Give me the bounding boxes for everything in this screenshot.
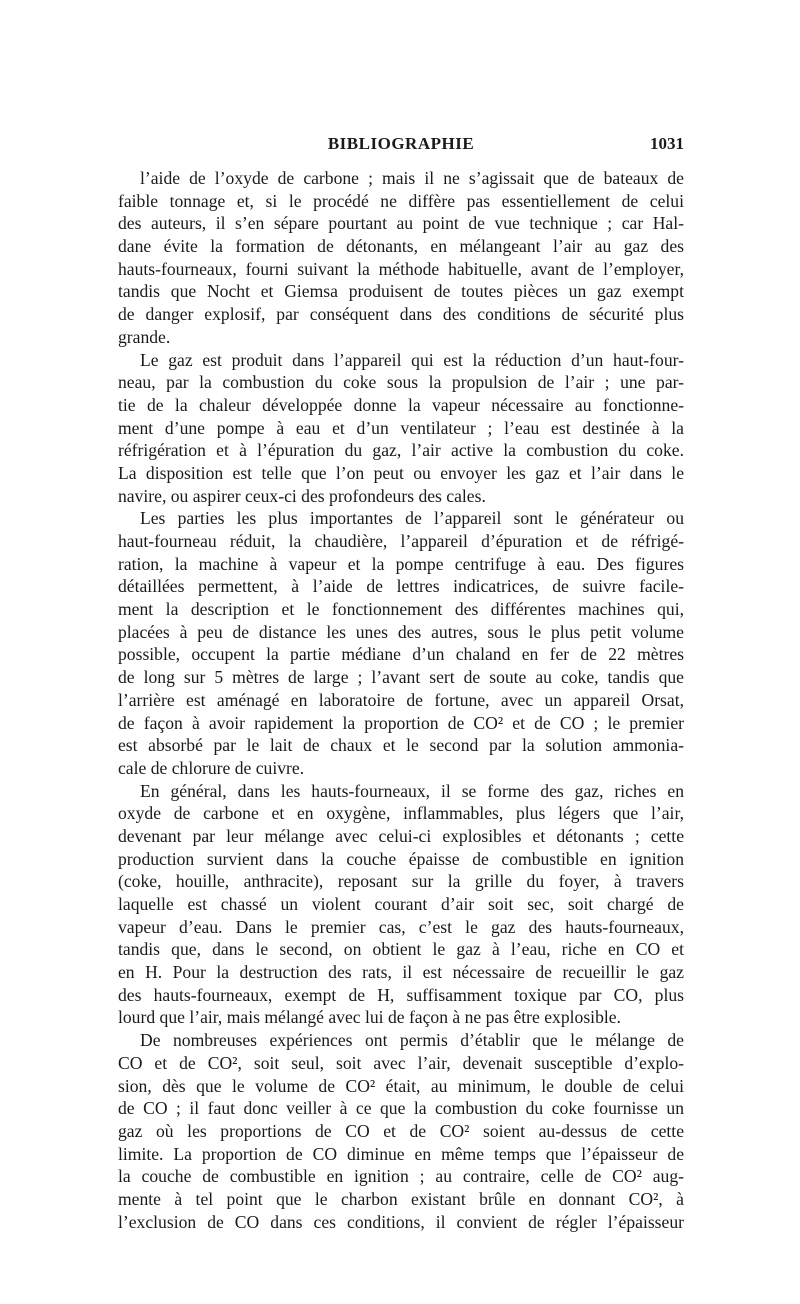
text-line: limite. La proportion de CO diminue en même temps que l’épaisseur de [118, 1143, 684, 1164]
text-line: des auteurs, il s’en sépare pourtant au point de vue technique ; car Hal- [118, 213, 684, 234]
text-line: ment la description et le fonctionnement des différentes machines qui, [118, 599, 684, 620]
text-line: détaillées permettent, à l’aide de lettres indicatrices, de suivre facile- [118, 576, 684, 597]
text-line: lourd que l’air, mais mélangé avec lui de façon à ne pas être explosible. [118, 1007, 621, 1028]
text-line: réfrigération et à l’épuration du gaz, l’air active la combustion du coke. [118, 440, 684, 461]
text-line: neau, par la combustion du coke sous la propulsion de l’air ; une par- [118, 372, 684, 393]
text-line: de long sur 5 mètres de large ; l’avant sert de soute au coke, tandis que [118, 667, 684, 688]
text-line: sion, dès que le volume de CO² était, au minimum, le double de celui [118, 1075, 684, 1096]
text-line: haut-fourneau réduit, la chaudière, l’appareil d’épuration et de réfrigé- [118, 531, 684, 551]
text-line: tie de la chaleur développée donne la vapeur nécessaire au fonctionne- [118, 394, 684, 415]
text-line: vapeur d’eau. Dans le premier cas, c’est le gaz des hauts-fourneaux, [118, 916, 684, 937]
text-line: tandis que Nocht et Giemsa produisent de toutes pièces un gaz exempt [118, 281, 684, 302]
text-line: ment d’une pompe à eau et d’un ventilateur ; l’eau est destinée à la [118, 417, 684, 438]
text-line: de CO ; il faut donc veiller à ce que la combustion du coke fournisse un [118, 1098, 684, 1119]
text-line: l’arrière est aménagé en laboratoire de fortune, avec un appareil Orsat, [118, 689, 684, 710]
text-line: (coke, houille, anthracite), reposant sur la grille du foyer, à travers [118, 871, 684, 892]
text-line: tandis que, dans le second, on obtient le gaz à l’eau, riche en CO et [118, 939, 684, 960]
text-line: gaz où les proportions de CO et de CO² soient au-dessus de cette [118, 1120, 684, 1141]
text-line: Les parties les plus importantes de l’appareil sont le générateur ou [140, 508, 684, 529]
text-line: de danger explosif, par conséquent dans des conditions de sécurité plus [118, 304, 684, 325]
body-text [118, 167, 684, 1233]
text-line: l’aide de l’oxyde de carbone ; mais il ne s’agissait que de bateaux de [140, 168, 684, 188]
text-line: placées à peu de distance les unes des autres, sous le plus petit volume [118, 621, 684, 642]
text-line: La disposition est telle que l’on peut ou envoyer les gaz et l’air dans le [118, 462, 684, 483]
text-line: laquelle est chassé un violent courant d’air soit sec, soit chargé de [118, 894, 684, 914]
paragraph [118, 167, 684, 349]
text-line: est absorbé par le lait de chaux et le second par la solution ammonia- [118, 735, 684, 756]
paragraph [118, 780, 684, 1030]
text-line: l’exclusion de CO dans ces conditions, il convient de régler l’épaisseur [118, 1211, 684, 1232]
text-line: la couche de combustible en ignition ; au contraire, celle de CO² aug- [118, 1166, 684, 1187]
paragraph [118, 507, 684, 779]
text-line: oxyde de carbone et en oxygène, inflammables, plus légers que l’air, [118, 803, 684, 824]
text-line: cale de chlorure de cuivre. [118, 757, 305, 778]
text-line: en H. Pour la destruction des rats, il est nécessaire de recueillir le gaz [118, 962, 684, 983]
text-line: production survient dans la couche épaisse de combustible en ignition [118, 848, 684, 869]
text-line: navire, ou aspirer ceux-ci des profondeurs des cales. [118, 485, 486, 506]
text-line: ration, la machine à vapeur et la pompe centrifuge à eau. Des figures [118, 553, 684, 574]
text-line: faible tonnage et, si le procédé ne diffère pas essentiellement de celui [118, 190, 684, 211]
text-line: dane évite la formation de détonants, en mélangeant l’air au gaz des [118, 236, 684, 257]
page-number: 1031 [650, 134, 684, 153]
text-line: En général, dans les hauts-fourneaux, il se forme des gaz, riches en [140, 780, 684, 801]
running-title: BIBLIOGRAPHIE [327, 134, 475, 153]
text-line: devenant par leur mélange avec celui-ci explosibles et détonants ; cette [118, 825, 684, 846]
text-line: de façon à avoir rapidement la proportion de CO² et de CO ; le premier [118, 712, 684, 733]
text-line: Le gaz est produit dans l’appareil qui est la réduction d’un haut-four- [140, 349, 684, 370]
paragraph [118, 1029, 684, 1233]
text-line: CO et de CO², soit seul, soit avec l’air, devenait susceptible d’explo- [118, 1052, 684, 1073]
text-line: grande. [118, 326, 171, 347]
text-line: mente à tel point que le charbon existant brûle en donnant CO², à [118, 1188, 684, 1209]
paragraph [118, 349, 684, 508]
text-line: De nombreuses expériences ont permis d’établir que le mélange de [140, 1030, 684, 1051]
text-line: des hauts-fourneaux, exempt de H, suffisamment toxique par CO, plus [118, 984, 684, 1005]
text-line: hauts-fourneaux, fourni suivant la méthode habituelle, avant de l’employer, [118, 258, 684, 279]
text-line: possible, occupent la partie médiane d’un chaland en fer de 22 mètres [118, 644, 684, 665]
page-header [118, 134, 684, 160]
